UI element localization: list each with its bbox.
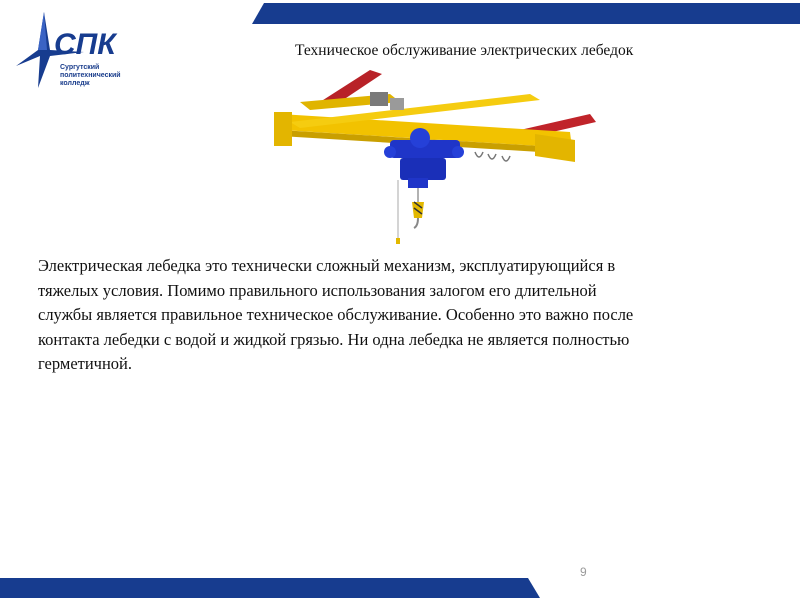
body-line: контакта лебедки с водой и жидкой грязью. Ни одна лебедка не является полностью bbox=[38, 329, 630, 349]
slide-title: Техническое обслуживание электрических лебедок bbox=[295, 42, 634, 59]
logo-caption bbox=[60, 64, 150, 88]
logo-text: СПК bbox=[54, 28, 116, 61]
logo-caption-line: политехнический bbox=[60, 72, 121, 79]
body-line: герметичной. bbox=[38, 354, 133, 373]
body-line: тяжелых условия. Помимо правильного использования залогом его длительной bbox=[38, 280, 597, 300]
overhead-crane-image bbox=[250, 62, 610, 247]
page-number: 9 bbox=[580, 565, 587, 579]
body-paragraph bbox=[38, 254, 766, 377]
logo-caption-line: Сургутский bbox=[60, 64, 100, 71]
body-line: службы является правильное техническое обслуживание. Особенно это важно после bbox=[38, 305, 634, 324]
logo-caption-line: колледж bbox=[60, 80, 90, 87]
body-line: Электрическая лебедка это технически сложный механизм, эксплуатирующийся в bbox=[38, 256, 616, 275]
bottom-decor-band bbox=[0, 574, 800, 600]
